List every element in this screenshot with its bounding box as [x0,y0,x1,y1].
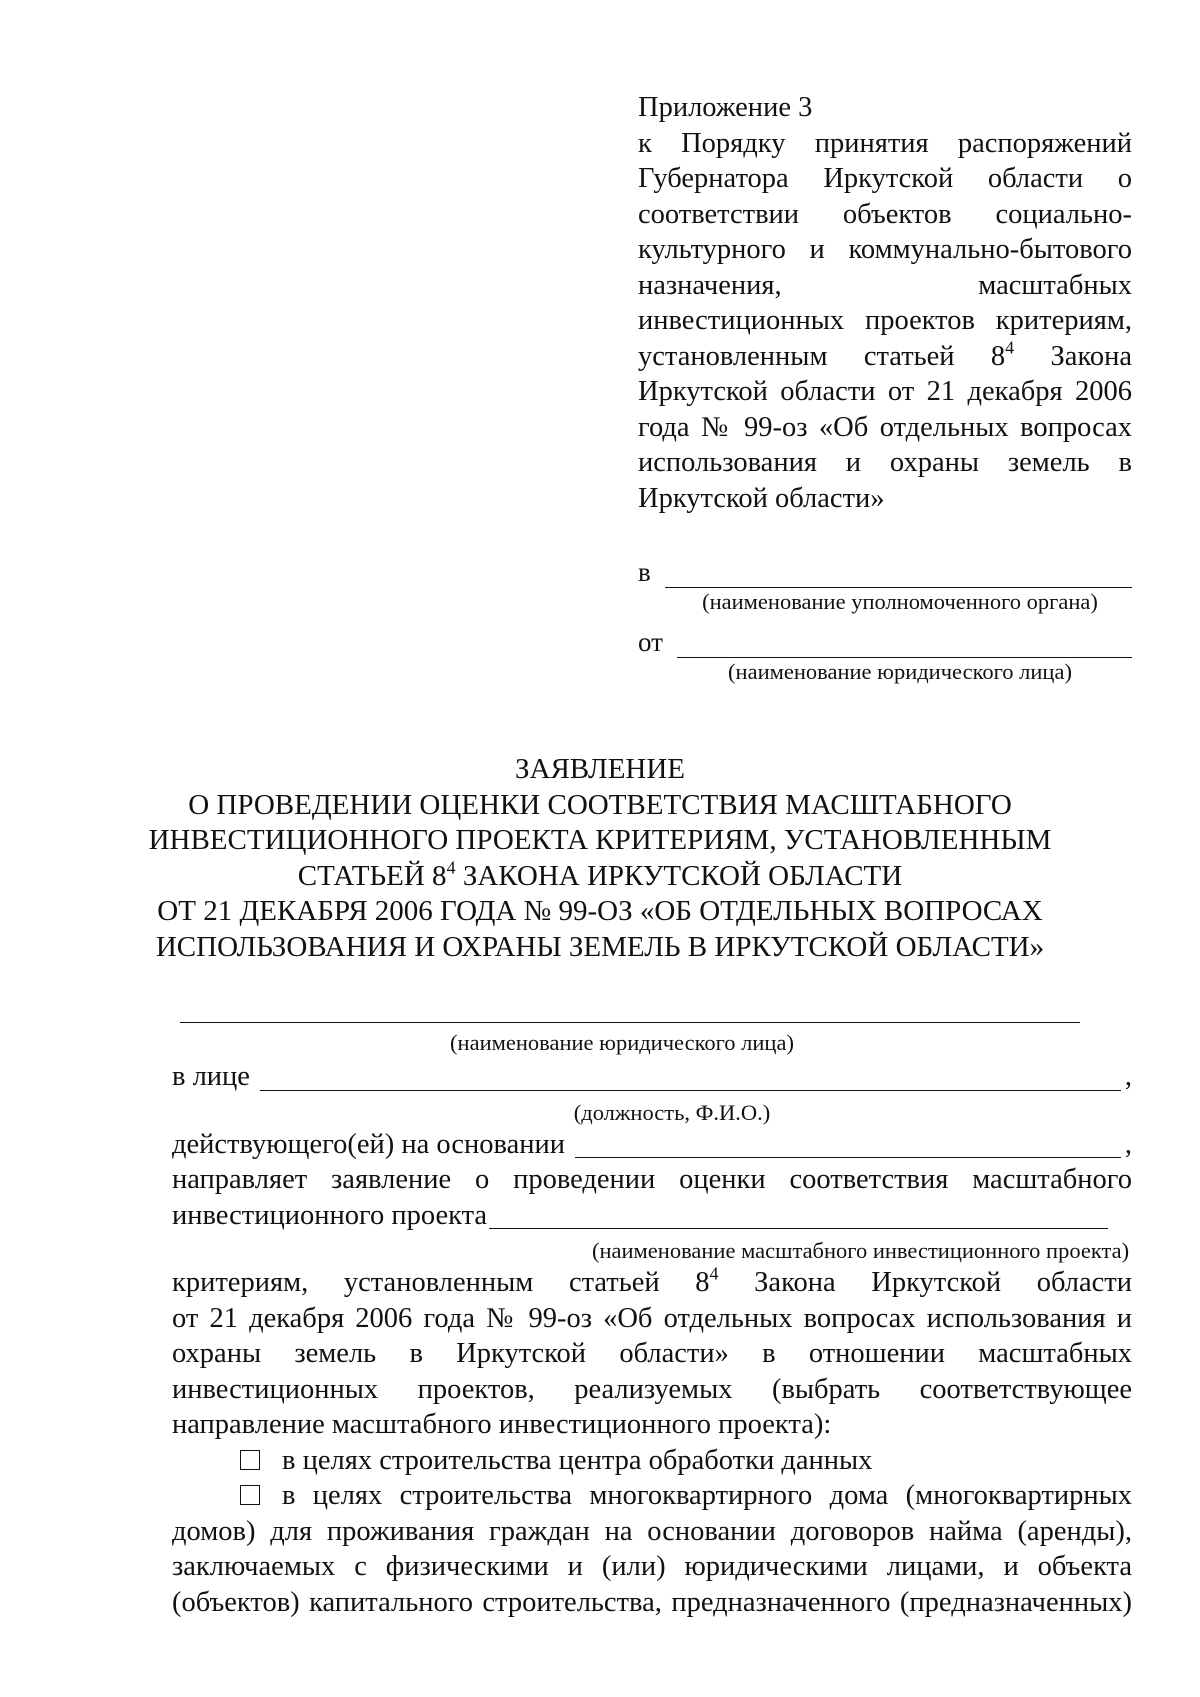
basis-field-line[interactable] [575,1131,1121,1158]
title-line: ИСПОЛЬЗОВАНИЯ И ОХРАНЫ ЗЕМЕЛЬ В ИРКУТСКОЙ ОБЛАСТИ» [155,930,1045,963]
criteria-line: направление масштабного инвестиционного проекта): [172,1409,832,1440]
appendix-line: Губернатора Иркутской области о [638,163,1132,194]
appendix-line: соответствии объектов социально- [638,198,1132,230]
criteria-line: инвестиционных проектов, реализуемых (выбрать соответствующее [172,1373,1132,1405]
basis-row [172,1127,1132,1163]
basis-prefix: действующего(ей) на основании [172,1128,565,1160]
from-caption: (наименование юридического лица) [728,659,1072,684]
option-apartment-line: заключаемых с физическими и (или) юридическими лицами, и объекта [172,1551,1132,1582]
option-apartment: в целях строительства многоквартирного дома (многоквартирных [172,1478,1132,1514]
to-field-line[interactable] [665,561,1132,588]
title-line: ИНВЕСТИЦИОННОГО ПРОЕКТА КРИТЕРИЯМ, УСТАНОВЛЕННЫМ [148,824,1052,856]
addressee-from [638,626,1132,686]
checkbox-apartment[interactable] [240,1485,260,1505]
criteria-line: критериям, установленным статьей $8^4$ Закона Иркутской области [172,1263,1133,1298]
from-field-line[interactable] [677,631,1132,658]
to-prefix: в [638,557,651,587]
superscript: 4 [1005,336,1015,357]
appendix-line: года № 99-оз «Об отдельных вопросах [638,411,1132,443]
represented-by-field-line[interactable] [260,1064,1121,1091]
appendix-line: Иркутской области от 21 декабря 2006 [638,376,1132,407]
superscript: 4 [709,1263,719,1284]
title-line: ЗАЯВЛЕНИЕ [514,753,686,785]
option-data-center: в целях строительства центра обработки данных [172,1443,1132,1479]
superscript: 4 [446,856,456,877]
project-row [172,1198,1112,1234]
appendix-line: использования и охраны земель в [638,447,1132,478]
option-apartment-line: домов) для проживания граждан на основании договоров найма (аренды), [172,1515,1132,1547]
request-line: направляет заявление о проведении оценки соответствия масштабного [172,1164,1132,1195]
entity-field-line[interactable] [180,1022,1080,1023]
title-line: СТАТЬЕЙ $8^4$ ЗАКОНА ИРКУТСКОЙ ОБЛАСТИ [297,856,903,892]
option-apartment-line: (объектов) капитального строительства, предназначенного (предназначенных) [172,1586,1132,1618]
project-prefix: инвестиционного проекта [172,1199,488,1231]
represented-by-row [172,1059,1132,1095]
project-caption: (наименование масштабного инвестиционного проекта) [592,1238,1130,1263]
body-block [172,1022,1132,1620]
addressee-to [638,556,1132,616]
appendix-line: к Порядку принятия распоряжений [638,127,1132,159]
from-prefix: от [638,627,663,657]
entity-caption: (наименование юридического лица) [450,1030,794,1055]
title-line: О ПРОВЕДЕНИИ ОЦЕНКИ СООТВЕТСТВИЯ МАСШТАБНОГО [188,788,1012,821]
to-caption: (наименование уполномоченного органа) [702,589,1098,614]
appendix-line: культурного и коммунально-бытового [638,234,1132,265]
appendix-line: инвестиционных проектов критериям, [638,305,1132,336]
project-field-line[interactable] [489,1202,1108,1229]
basis-suffix: , [1124,1128,1132,1160]
checkbox-data-center[interactable] [240,1450,260,1470]
appendix-line: Иркутской области» [638,482,885,514]
criteria-line: от 21 декабря 2006 года № 99-оз «Об отдельных вопросах использования и [172,1302,1132,1334]
appendix-title: Приложение 3 [638,92,813,123]
represented-by-prefix: в лице [172,1061,250,1092]
title-line: ОТ 21 ДЕКАБРЯ 2006 ГОДА № 99-ОЗ «ОБ ОТДЕЛЬНЫХ ВОПРОСАХ [157,895,1043,927]
document-title [130,752,1070,965]
represented-by-suffix: , [1124,1061,1132,1092]
criteria-line: охраны земель в Иркутской области» в отношении масштабных [172,1338,1132,1369]
appendix-line: назначения, масштабных [638,269,1132,301]
appendix-law-line: установленным статьей $8^4$ Закона [638,336,1133,372]
position-caption: (должность, Ф.И.О.) [573,1099,771,1125]
appendix-block [638,90,1132,516]
